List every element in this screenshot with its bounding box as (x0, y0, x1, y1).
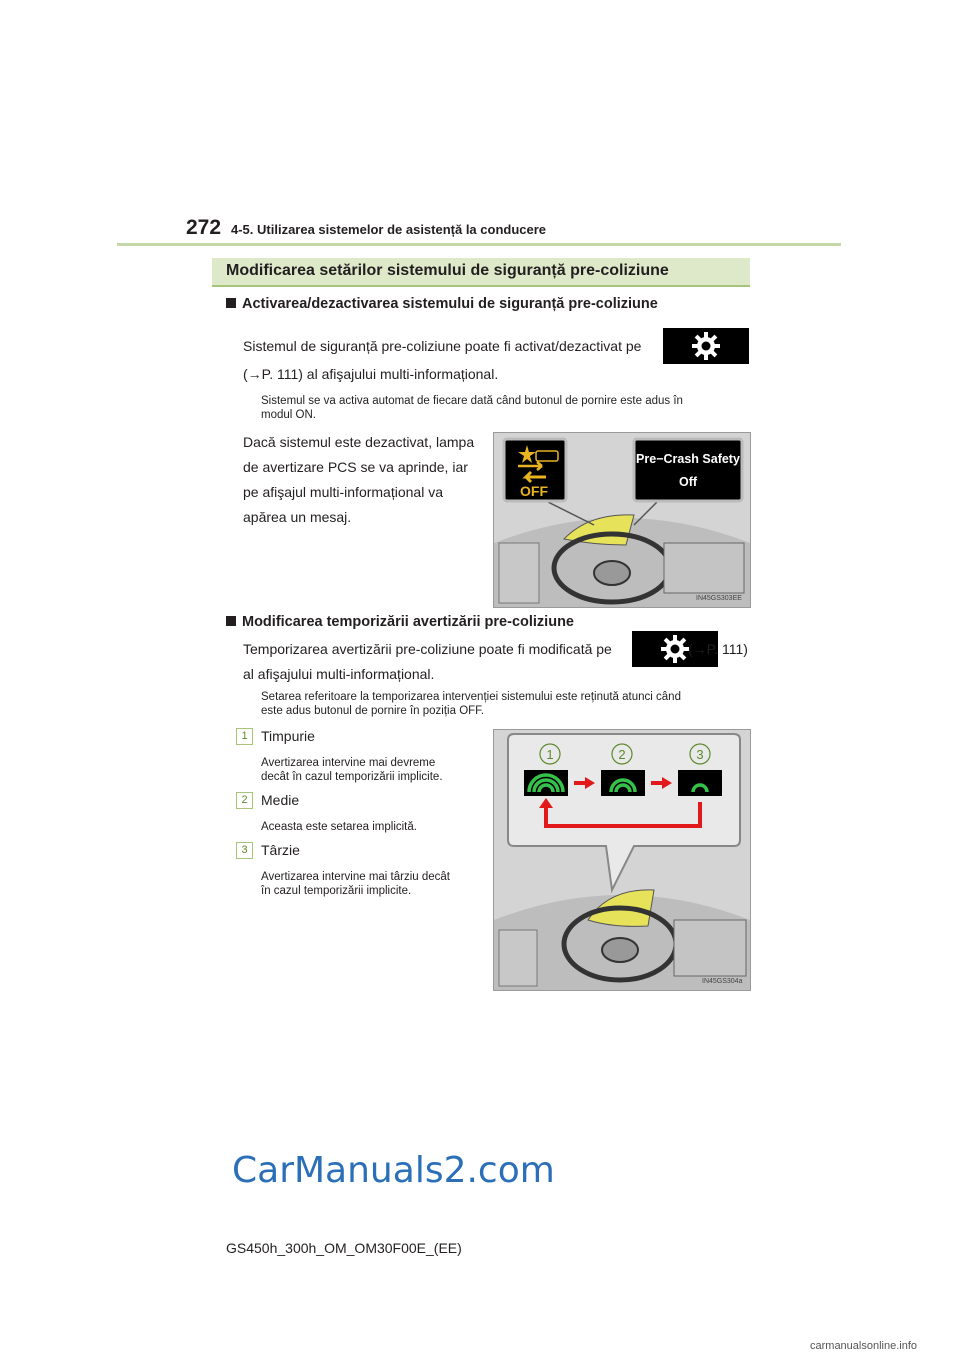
item-number-3: 3 (236, 842, 253, 859)
watermark-text: CarManuals2.com (232, 1150, 555, 1191)
figure-warning-timing (493, 729, 751, 991)
figure-code: IN45GS304a (702, 978, 743, 985)
item-desc-late-line1: Avertizarea intervine mai târziu decât (261, 871, 450, 883)
chapter-title: 4-5. Utilizarea sistemelor de asistență la conducere (231, 222, 547, 237)
timing-illustration (494, 730, 750, 990)
item-number-2: 2 (236, 792, 253, 809)
timing-line1: Temporizarea avertizării pre-coliziune poate fi modificată pe (243, 641, 612, 657)
item-desc-early-line2: decât în cazul temporizării implicite. (261, 771, 443, 783)
fig-label-2: 2 (618, 747, 626, 762)
bottom-watermark: carmanualsonline.info (810, 1340, 918, 1352)
off-indicator-label: OFF (520, 483, 548, 499)
page-number: 272 (186, 216, 222, 239)
message-line1: Pre−Crash Safety (636, 452, 740, 466)
pcs-para-line1: Dacă sistemul este dezactivat, lampa (243, 434, 475, 450)
dashboard-illustration (494, 433, 750, 607)
item-desc-early (261, 756, 481, 784)
section-title: Modificarea setărilor sistemului de siguranță pre-coliziune (226, 262, 669, 279)
message-line2: Off (678, 475, 698, 489)
pcs-para-line3: pe afişajul multi-informațional va (243, 484, 443, 500)
item-desc-late (261, 870, 481, 898)
gear-icon (659, 633, 691, 665)
activation-line2: (→P. 111) al afişajului multi-informațional. (243, 366, 499, 382)
fig-label-1: 1 (546, 747, 554, 762)
figure-code: IN45GS303EE (696, 595, 742, 602)
section-title-bar (212, 258, 750, 287)
pcs-para-line2: de avertizare PCS se va aprinde, iar (243, 459, 468, 475)
square-bullet-icon (226, 616, 236, 626)
activation-note (261, 394, 746, 422)
activation-note-line1: Sistemul se va activa automat de fiecare dată când butonul de pornire este adus în (261, 395, 683, 407)
footer-doc-code: GS450h_300h_OM_OM30F00E_(EE) (226, 1240, 462, 1256)
pcs-para-line4: apărea un mesaj. (243, 509, 352, 525)
item-title-late: Târzie (261, 842, 300, 858)
gear-icon (690, 330, 722, 362)
fig-label-3: 3 (696, 747, 704, 762)
header-rule (117, 243, 841, 246)
item-title-early: Timpurie (261, 728, 315, 744)
figure-pcs-off (493, 432, 751, 608)
item-number-1: 1 (236, 728, 253, 745)
timing-note-line1: Setarea referitoare la temporizarea intervenției sistemului este reținută atunci când (261, 691, 681, 703)
subheading-activation-text: Activarea/dezactivarea sistemului de siguranță pre-coliziune (242, 296, 658, 312)
timing-note (261, 690, 746, 718)
subheading-timing-text: Modificarea temporizării avertizării pre-coliziune (242, 614, 574, 630)
item-desc-late-line2: în cazul temporizării implicite. (261, 885, 412, 897)
item-desc-early-line1: Avertizarea intervine mai devreme (261, 757, 436, 769)
subheading-timing (226, 614, 574, 630)
square-bullet-icon (226, 298, 236, 308)
settings-icon-box (663, 328, 749, 364)
activation-line1: Sistemul de siguranță pre-coliziune poate fi activat/dezactivat pe (243, 338, 642, 354)
timing-page-ref: (→P. 111) (688, 641, 748, 657)
timing-line2: al afişajului multi-informațional. (243, 666, 435, 682)
subheading-activation (226, 296, 658, 312)
pcs-off-paragraph (243, 430, 478, 530)
timing-note-line2: este adus butonul de pornire în poziția OFF. (261, 705, 485, 717)
activation-note-line2: modul ON. (261, 409, 316, 421)
item-desc-medium: Aceasta este setarea implicită. (261, 821, 417, 833)
item-title-medium: Medie (261, 792, 300, 808)
